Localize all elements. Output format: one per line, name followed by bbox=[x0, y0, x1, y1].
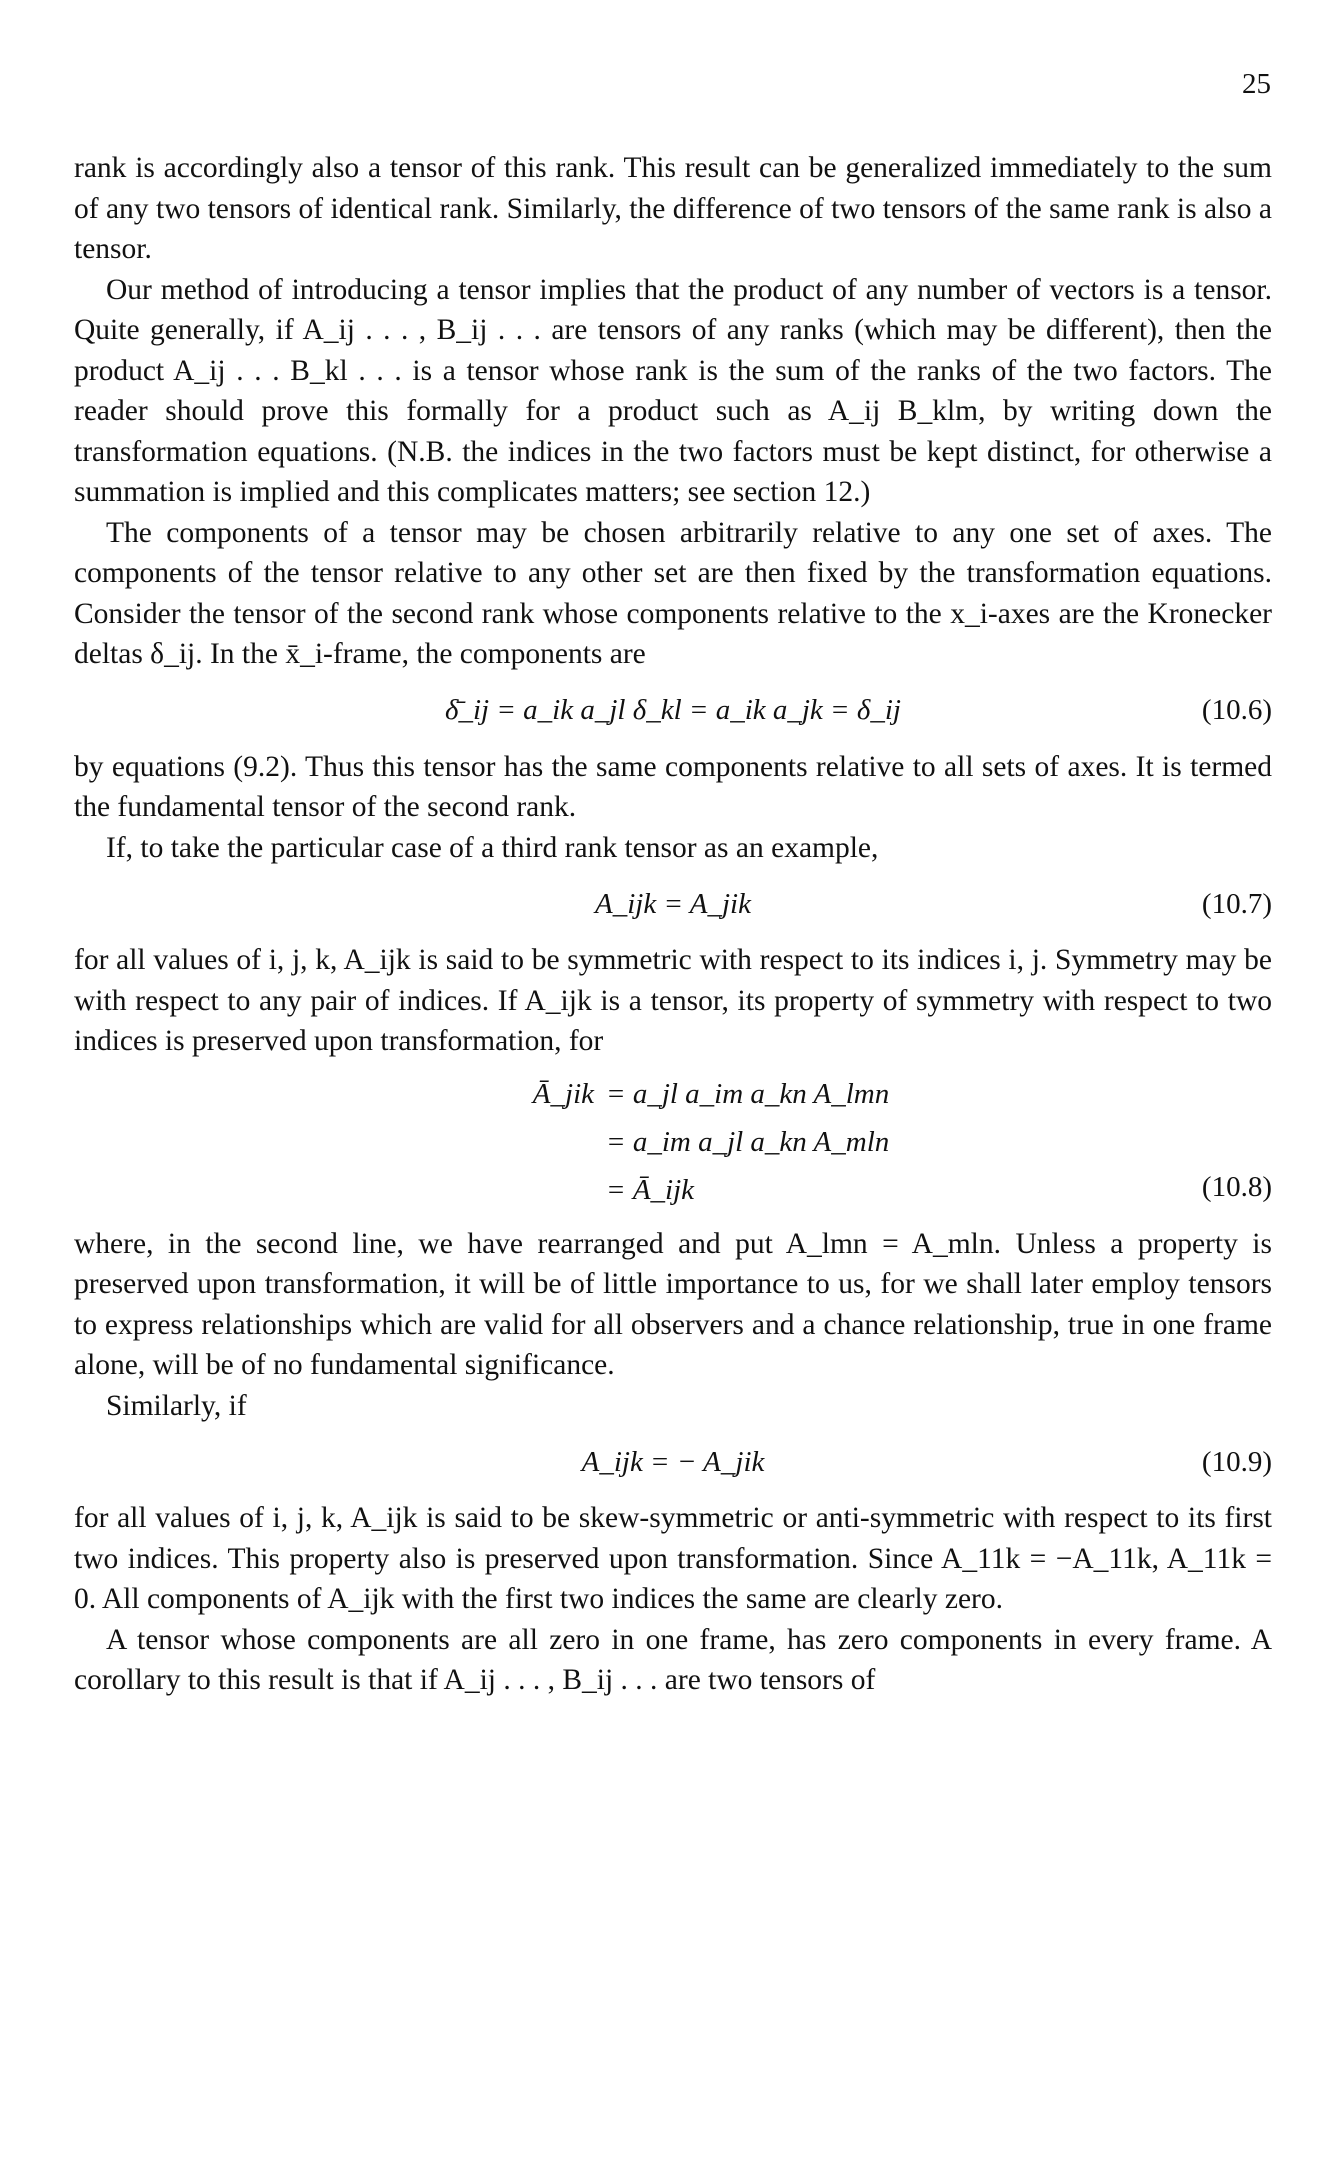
equation-10-8-line-1: = a_jl a_im a_kn A_lmn bbox=[606, 1077, 890, 1110]
paragraph-4: by equations (9.2). Thus this tensor has the same components relative to all sets of axes. It is termed the fundamental tensor of the second rank. bbox=[74, 750, 1272, 823]
equation-10-6-body: δ̄_ij = a_ik a_jl δ_kl = a_ik a_jk = δ_ij bbox=[445, 694, 901, 727]
paragraph-1: rank is accordingly also a tensor of this rank. This result can be generalized immediately to the sum of any two tensors of identical rank. Similarly, the difference of two tensors of the same rank is also a tensor. bbox=[74, 152, 1272, 265]
page-number: 25 bbox=[1242, 68, 1271, 100]
paragraph-8: Similarly, if bbox=[106, 1389, 247, 1422]
equation-10-8 bbox=[74, 1070, 1272, 1214]
paragraph-3: The components of a tensor may be chosen arbitrarily relative to any one set of axes. The components of the tensor relative to any other set are then fixed by the transformation equations. Consider the tensor of the second rank whose components relative to the x_i-axes are the Kronecker deltas δ_ij. In the x̄_i-frame, the components are bbox=[74, 516, 1272, 670]
equation-10-9-number: (10.9) bbox=[1201, 1445, 1272, 1478]
equation-10-7-body: A_ijk = A_jik bbox=[595, 887, 751, 920]
equation-10-7-number: (10.7) bbox=[1201, 887, 1272, 920]
equation-10-9-body: A_ijk = − A_jik bbox=[581, 1445, 765, 1478]
equation-10-6 bbox=[74, 675, 1272, 747]
paragraph-9: for all values of i, j, k, A_ijk is said to be skew-symmetric or anti-symmetric with respect to its first two indices. This property also is preserved upon transformation. Since A_11k = −A_11k, A_11k = 0. All components of A_ijk with the first two indices the same are clearly zero. bbox=[74, 1502, 1272, 1615]
paragraph-7: where, in the second line, we have rearranged and put A_lmn = A_mln. Unless a property is preserved upon transformation, it will be of little importance to us, for we shall later employ tensors to express relationships which are valid for all observers and a chance relationship, true in one frame alone, will be of no fundamental significance. bbox=[74, 1227, 1272, 1381]
equation-10-7 bbox=[74, 868, 1272, 940]
equation-10-6-number: (10.6) bbox=[1201, 694, 1272, 727]
equation-10-8-lhs: Ā_jik bbox=[532, 1077, 594, 1110]
equation-10-8-number: (10.8) bbox=[1201, 1171, 1272, 1203]
paragraph-10: A tensor whose components are all zero in one frame, has zero components in every frame. A corollary to this result is that if A_ij . . . , B_ij . . . are two tensors of bbox=[74, 1623, 1272, 1696]
equation-10-9 bbox=[74, 1426, 1272, 1498]
equation-10-8-line-2: = a_im a_jl a_kn A_mln bbox=[606, 1125, 890, 1158]
equation-10-8-line-3: = Ā_ijk bbox=[606, 1173, 695, 1206]
paragraph-5: If, to take the particular case of a third rank tensor as an example, bbox=[106, 831, 879, 864]
body-text bbox=[74, 148, 1272, 1701]
paragraph-6: for all values of i, j, k, A_ijk is said to be symmetric with respect to its indices i, j. Symmetry may be with respect to any pair of indices. If A_ijk is a tensor, its property of symmetry with respect to two indices is preserved upon transformation, for bbox=[74, 944, 1272, 1057]
paragraph-2: Our method of introducing a tensor implies that the product of any number of vectors is a tensor. Quite generally, if A_ij . . . , B_ij . . . are tensors of any ranks (which may be different), then the product A_ij . . . B_kl . . . is a tensor whose rank is the sum of the ranks of the two factors. The reader should prove this formally for a product such as A_ij B_klm, by writing down the transformation equations. (N.B. the indices in the two factors must be kept distinct, for otherwise a summation is implied and this complicates matters; see section 12.) bbox=[74, 273, 1272, 508]
